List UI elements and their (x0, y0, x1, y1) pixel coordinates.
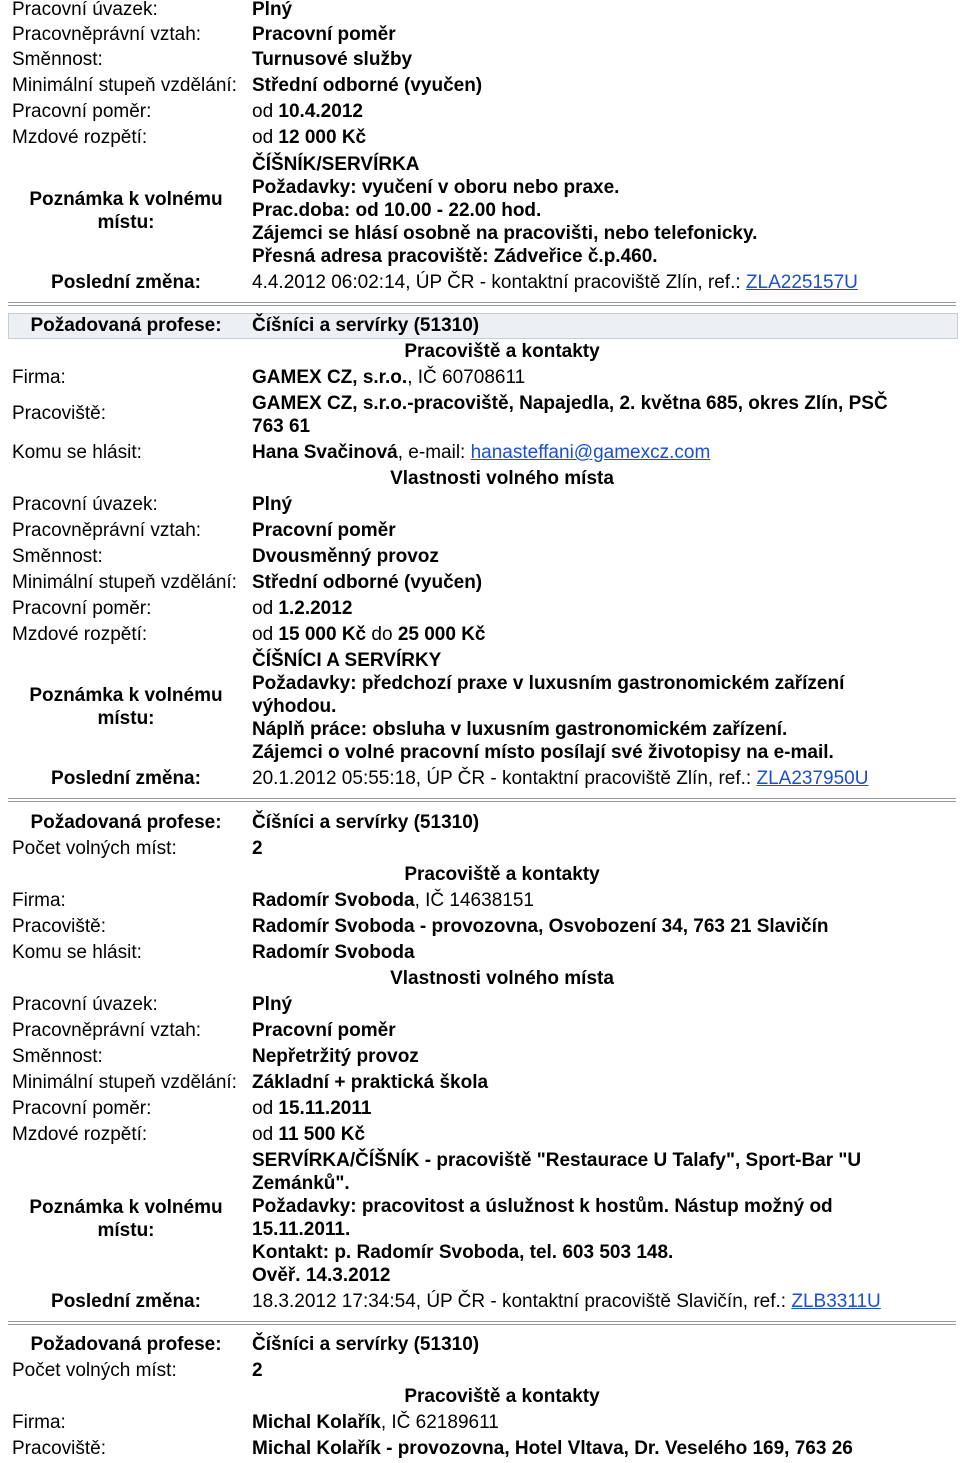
field-row-firma: Firma: Radomír Svoboda, IČ 14638151 (12, 890, 534, 911)
value-poznamka: ČÍŠNÍCI A SERVÍRKY Požadavky: předchozí praxe v luxusním gastronomickém zařízení výhodou. Náplň práce: obsluha v luxusním gastronomickém zařízení. Zájemci o volné pracovní místo posílají své životopisy na e-mail. (252, 650, 845, 763)
field-row-vzdelani: Minimální stupeň vzdělání: Základní + praktická škola (12, 1072, 489, 1093)
label-smennost: Směnnost: (12, 49, 103, 70)
field-row-pomer (0, 99, 960, 125)
field-row-zmena: Poslední změna: 18.3.2012 17:34:54, ÚP ČR - kontaktní pracoviště Slavičín, ref.: ZLB3311U (51, 1291, 881, 1312)
label-pomer: Pracovní poměr: (12, 101, 152, 122)
field-row-vztah: Pracovněprávní vztah: Pracovní poměr (12, 520, 396, 541)
value-smennost: Turnusové služby (252, 49, 413, 70)
section-title-kontakty: Pracoviště a kontakty (404, 864, 600, 885)
value-vzdelani: Střední odborné (vyučen) (252, 75, 483, 96)
label-firma: Firma: (12, 367, 66, 388)
field-row-mzda (0, 125, 960, 151)
separator (8, 302, 956, 306)
value-pracoviste: GAMEX CZ, s.r.o.-pracoviště, Napajedla, 2. května 685, okres Zlín, PSČ 763 61 (252, 393, 888, 437)
field-row-firma: Firma: Michal Kolařík, IČ 62189611 (12, 1412, 499, 1433)
value-poznamka: ČÍŠNÍK/SERVÍRKA Požadavky: vyučení v oboru nebo praxe. Prac.doba: od 10.00 - 22.00 hod. Zájemci se hlásí osobně na pracovišti, nebo telefonicky. Přesná adresa pracoviště: Zádveřice č.p.460. (252, 154, 758, 267)
value-vztah: Pracovní poměr (252, 24, 396, 45)
field-row-zmena (0, 270, 960, 296)
label-vztah: Pracovněprávní vztah: (12, 24, 202, 45)
field-row-pracoviste: Pracoviště: Michal Kolařík - provozovna, Hotel Vltava, Dr. Veselého 169, 763 26 (12, 1438, 853, 1459)
email-link[interactable]: hanasteffani@gamexcz.com (470, 442, 711, 463)
label-profese: Požadovaná profese: (30, 315, 222, 336)
value-firma: GAMEX CZ, s.r.o., IČ 60708611 (252, 367, 526, 388)
section-title-kontakty: Pracoviště a kontakty (404, 341, 600, 362)
value-profese: Číšníci a servírky (51310) (252, 315, 480, 336)
field-row-mzda: Mzdové rozpětí: od 11 500 Kč (12, 1124, 366, 1145)
field-row-zmena: Poslední změna: 20.1.2012 05:55:18, ÚP ČR - kontaktní pracoviště Zlín, ref.: ZLA237950U (51, 768, 869, 789)
field-row-profese (0, 313, 960, 339)
section-title-kontakty: Pracoviště a kontakty (404, 1386, 600, 1407)
field-row-vztah (0, 22, 960, 48)
field-row-smennost: Směnnost: Dvousměnný provoz (12, 546, 439, 567)
field-row-firma (0, 365, 960, 391)
value-uvazek: Plný (252, 0, 293, 20)
label-poznamka: Poznámka k volnému místu: (29, 189, 223, 233)
field-row-profese: Požadovaná profese: Číšníci a servírky (51310) (30, 1334, 480, 1355)
value-poznamka: SERVÍRKA/ČÍŠNÍK - pracoviště "Restaurace U Talafy", Sport-Bar "U Zemánků". Požadavky: pracovitost a úslužnost k hostům. Nástup možný od 15.11.2011. Kontakt: p. Radomír Svoboda, tel. 603 503 148. Ověř. 14.3.2012 (252, 1150, 862, 1286)
label-komu: Komu se hlásit: (12, 442, 142, 463)
field-row-pocet: Počet volných míst: 2 (12, 1360, 263, 1381)
section-title-vlastnosti: Vlastnosti volného místa (390, 468, 614, 489)
label-vzdelani: Minimální stupeň vzdělání: (12, 75, 237, 96)
label-poznamka: Poznámka k volnému místu: (29, 1197, 223, 1241)
field-row-vzdelani (0, 73, 960, 99)
value-komu: Hana Svačinová, e-mail: hanasteffani@gamexcz.com (252, 442, 711, 463)
ref-link[interactable]: ZLB3311U (791, 1291, 881, 1312)
field-row-pomer: Pracovní poměr: od 15.11.2011 (12, 1098, 372, 1119)
field-row-uvazek: Pracovní úvazek: Plný (12, 494, 293, 515)
field-row-smennost (0, 47, 960, 73)
field-row-pocet: Počet volných míst: 2 (12, 838, 263, 859)
field-row-profese: Požadovaná profese: Číšníci a servírky (51310) (30, 812, 480, 833)
field-row-pomer: Pracovní poměr: od 1.2.2012 (12, 598, 353, 619)
label-mzda: Mzdové rozpětí: (12, 127, 148, 148)
label-uvazek: Pracovní úvazek: (12, 0, 158, 20)
separator (8, 1321, 956, 1325)
ref-link[interactable]: ZLA237950U (756, 768, 869, 789)
value-pomer: od 10.4.2012 (252, 101, 363, 122)
field-row-komu (0, 440, 960, 466)
field-row-smennost: Směnnost: Nepřetržitý provoz (12, 1046, 419, 1067)
field-row-uvazek: Pracovní úvazek: Plný (12, 994, 293, 1015)
field-row-komu: Komu se hlásit: Radomír Svoboda (12, 942, 415, 963)
field-row-vztah: Pracovněprávní vztah: Pracovní poměr (12, 1020, 396, 1041)
field-row-uvazek (0, 0, 960, 23)
value-mzda: od 12 000 Kč (252, 127, 367, 148)
label-zmena: Poslední změna: (51, 272, 201, 293)
field-row-mzda: Mzdové rozpětí: od 15 000 Kč do 25 000 Kč (12, 624, 486, 645)
label-pracoviste: Pracoviště: (12, 403, 106, 424)
field-row-vzdelani: Minimální stupeň vzdělání: Střední odborné (vyučen) (12, 572, 483, 593)
field-row-pracoviste: Pracoviště: Radomír Svoboda - provozovna, Osvobození 34, 763 21 Slavičín (12, 916, 829, 937)
section-title-vlastnosti: Vlastnosti volného místa (390, 968, 614, 989)
value-zmena: 4.4.2012 06:02:14, ÚP ČR - kontaktní pracoviště Zlín, ref.: ZLA225157U (252, 272, 858, 293)
ref-link[interactable]: ZLA225157U (745, 272, 858, 293)
separator (8, 798, 956, 802)
label-poznamka: Poznámka k volnému místu: (29, 685, 223, 729)
